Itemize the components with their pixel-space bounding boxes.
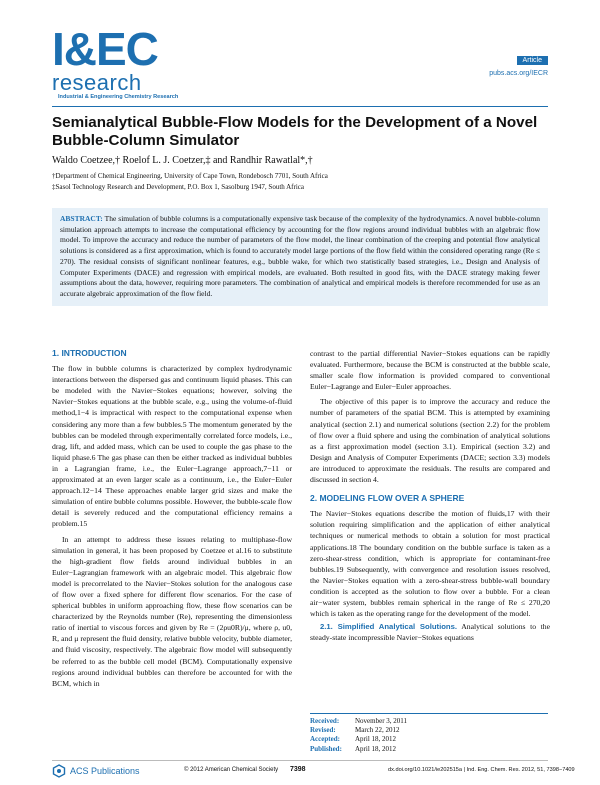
subsection-heading: 2.1. Simplified Analytical Solutions. <box>320 622 458 632</box>
paper-title: Semianalytical Bubble-Flow Models for the Development of a Novel Bubble-Column Simulator <box>52 114 538 149</box>
abstract-label: ABSTRACT: <box>60 214 103 223</box>
journal-logo-research: research <box>52 70 142 95</box>
footer-rule <box>52 760 548 761</box>
right-column <box>310 348 550 643</box>
modeling-paragraph-1: The Navier−Stokes equations describe the motion of fluids,17 with their solution requiring simplification and the application of either analytical techniques or numerical methods to obtain a solution for most practical applications.18 The boundary condition on the bubble surface is taken as a zero-shear-stress condition, which is appropriate for contaminant-free bubbles.19 Subsequently, with convergence and resolution issues resolved, the Navier−Stokes equation with a zero-shear-stress bubble-wall boundary condition is accepted as the solution to flow over a bubble. For a clean air−water system, bubbles remain spherical in the range of Re ≤ 270,20 which is taken as the operating range for the development of the model. <box>310 509 550 619</box>
section-heading-introduction: 1. INTRODUCTION <box>52 348 127 358</box>
journal-url-link[interactable]: pubs.acs.org/IECR <box>489 70 548 77</box>
header-rule <box>52 106 548 107</box>
acs-publications-label: ACS Publications <box>70 766 140 776</box>
date-row-published: Published: April 18, 2012 <box>310 744 397 753</box>
intro-paragraph-4: The objective of this paper is to improve the accuracy and reduce the number of parameters of the spatial BCM. This is attempted by examining analytical (section 2.1) and numerical solutions (section 2.2) for the problem of flow over a fluid sphere and using the combination of analytical solutions as a first approximation model (section 3.1). Empirical (section 3.2) and Design and Analysis of Computer Experiments (DACE; section 3.3) models are introduced to approximate the residuals. The results are compared and discussed in section 4. <box>310 397 550 485</box>
acs-hexagon-icon <box>52 764 66 778</box>
copyright-notice: © 2012 American Chemical Society <box>184 767 279 773</box>
abstract-box <box>52 208 548 306</box>
journal-logo: I&EC <box>52 23 158 75</box>
abstract-text: The simulation of bubble columns is a computationally expensive task because of the complexity of the hydrodynamics. A novel bubble-column simulation approach attempts to increase the computational efficiency by accounting for the flow regions around individual bubbles with an algebraic flow model. To improve the accuracy and reduce the number of parameters of the flow model, the linear combination of the creeping and potential flow analytical solutions is considered as a first approximation, which is found to accurately model large portions of the flow field within the considered operating range (Re ≤ 270). The residual consists of significant nonlinear features, e.g., bubble wake, for which two statistically based strategies, i.e., Design and Analysis of Computer Experiments (DACE) and regression with empirical models, are evaluated. Both resulted in good fits, with the DACE strategy making fewer assumptions about the data, however, requiring more parameters. The combination of analytical and empirical models is therefore recommended for use as an accurate algebraic approximation of the flow field. <box>60 214 540 298</box>
intro-paragraph-2: In an attempt to address these issues relating to multiphase-flow simulation in general, it has been proposed by Coetzee et al.16 to substitute the high-gradient flow fields around individual bubbles in an Euler−Lagrangian framework with an algebraic model. This algebraic flow model is precorrelated to the Navier−Stokes solution for the analogous case of flow over a fixed sphere for different flow scenarios. For the case of spherical bubbles in uniform approaching flow, these flow scenarios can be characterized by the Reynolds number (Re), representing the dimensionless ratio of inertial to viscous forces and given by Re = (2ρu0R)/μ, where ρ, u0, R, and μ represent the fluid density, relative bubble velocity, bubble diameter, and fluid viscosity, respectively. The algebraic flow model will subsequently be referred to as the bubble cell model (BCM). Computationally expensive regions around individual bubbles can therefore be accounted for with the BCM, which in <box>52 534 292 688</box>
subsection-paragraph <box>310 621 550 643</box>
date-row-revised: Revised: March 22, 2012 <box>310 726 400 735</box>
publication-dates <box>310 713 548 754</box>
left-column <box>52 348 292 689</box>
journal-logo-subtitle: Industrial & Engineering Chemistry Research <box>58 94 179 100</box>
intro-paragraph-3: contrast to the partial differential Navier−Stokes equations can be rapidly evaluated. Furthermore, because the BCM is constructed at the bubble scale, smaller scale flow information is provided compared to conventional Euler−Lagrange and Euler−Euler approaches. <box>310 349 550 392</box>
affiliation-2: ‡Sasol Technology Research and Development, P.O. Box 1, Sasolburg 1947, South Africa <box>52 183 304 191</box>
affiliation-1: †Department of Chemical Engineering, University of Cape Town, Rondebosch 7701, South Africa <box>52 172 328 180</box>
article-type-badge: Article <box>517 56 548 65</box>
author-list: Waldo Coetzee,† Roelof L. J. Coetzer,‡ and Randhir Rawatlal*,† <box>52 155 313 166</box>
date-row-accepted: Accepted: April 18, 2012 <box>310 735 397 744</box>
acs-publications-logo[interactable] <box>52 764 140 778</box>
subsection-text: Analytical solutions to the steady-state incompressible Navier−Stokes equations <box>310 622 551 643</box>
page-number: 7398 <box>290 766 306 773</box>
doi-citation-link[interactable]: dx.doi.org/10.1021/ie202515a | Ind. Eng. Chem. Res. 2012, 51, 7398−7409 <box>388 767 575 773</box>
intro-paragraph-1: The flow in bubble columns is characterized by complex hydrodynamic interactions between the dispersed gas and continuum liquid phases. This can be modeled with the Navier−Stokes equations; however, solving the Navier−Stokes equations at the bubble scale, e.g., using the volume-of-fluid method,1−4 is impractical with respect to the computational expense when considering any more than a few bubbles.5 The momentum generated by the bubbles can be modeled through experimentally correlated force models, i.e., drag, lift, and added mass, which can be used to couple the gas phase to the liquid phase.6 The gas phase can then be either tracked as individual bubbles in a Lagrangian frame, i.e., the Euler−Lagrange approach,7−11 or approximated at an even larger scale as a continuum, i.e., the Euler−Euler approach.12−14 These approaches enable larger grid sizes and make the simulation of entire bubble columns possible. However, the bubble-scale flow detail is severely reduced and the computational efficiency remains a problem.15 <box>52 364 292 529</box>
section-heading-modeling: 2. MODELING FLOW OVER A SPHERE <box>310 493 465 504</box>
date-row-received: Received: November 3, 2011 <box>310 717 408 725</box>
